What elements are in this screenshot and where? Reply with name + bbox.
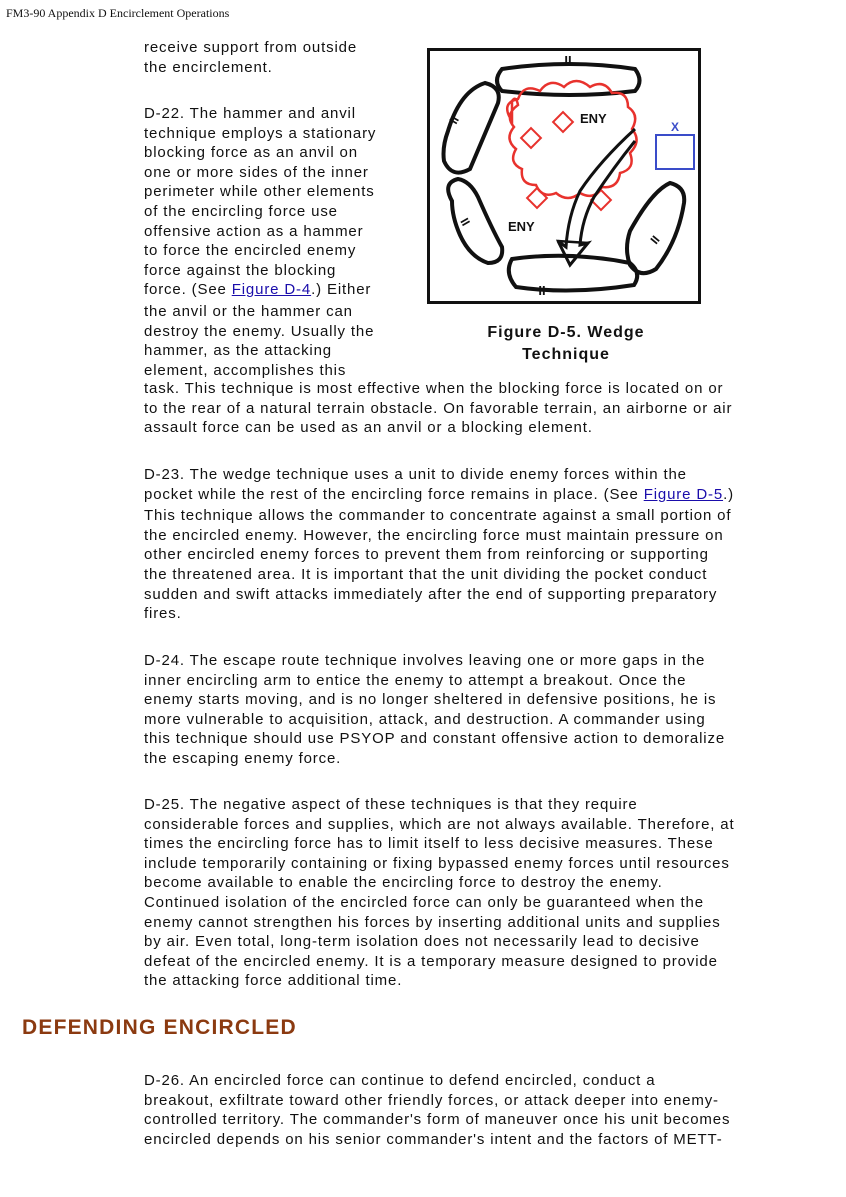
encircled-enemy-boundary <box>507 81 636 198</box>
text-line: the anvil or the hammer can <box>144 302 353 320</box>
text-line: task. This technique is most effective when the blocking force is located on or <box>144 380 724 397</box>
friendly-unit-top <box>497 64 640 95</box>
text-line: considerable forces and supplies, which are not always available. Therefore, at <box>144 815 735 833</box>
text-line: technique employs a stationary <box>144 124 377 142</box>
friendly-unit-left-lower <box>448 179 502 263</box>
running-header: FM3-90 Appendix D Encirclement Operations <box>6 6 230 20</box>
unit-echelon-left-upper: II <box>446 113 462 127</box>
text-line: D-24. The escape route technique involves leaving one or more gaps in the <box>144 652 706 669</box>
paragraph-d26 <box>144 1071 806 1149</box>
text-line: include temporarily containing or fixing bypassed enemy forces until resources <box>144 854 730 872</box>
see-suffix: .) Either <box>311 281 372 299</box>
text-line: sudden and swift attacks immediately after the end of supporting preparatory <box>144 585 718 603</box>
enemy-label-left: ENY <box>508 219 535 234</box>
paragraph-d25 <box>144 795 806 991</box>
text-line: enemy cannot strengthen his forces by inserting additional units and supplies <box>144 913 721 931</box>
text-line: destroy the enemy. Usually the <box>144 322 375 340</box>
text-line: the attacking force additional time. <box>144 972 403 990</box>
text-line: D-26. An encircled force can continue to defend encircled, conduct a <box>144 1072 656 1089</box>
see-prefix: force. (See <box>144 281 232 299</box>
text-line: hammer, as the attacking <box>144 342 332 360</box>
unit-echelon-bottom: II <box>538 283 546 298</box>
friendly-brigade-symbol <box>656 135 694 169</box>
text-line <box>144 485 806 505</box>
text-line: breakout, exfiltrate toward other friendly forces, or attack deeper into enemy- <box>144 1091 719 1109</box>
caption-line: Technique <box>522 346 610 363</box>
text-line: controlled territory. The commander's form of maneuver once his unit becomes <box>144 1111 731 1129</box>
text-line: the encirclement. <box>144 58 273 76</box>
text-line: D-22. The hammer and anvil <box>144 105 356 122</box>
text-line: D-25. The negative aspect of these techniques is that they require <box>144 796 638 813</box>
text-line: become available to enable the encircling force to destroy the enemy. <box>144 874 663 892</box>
text-line <box>144 280 406 300</box>
text-line: element, accomplishes this <box>144 361 347 379</box>
text-line: to the rear of a natural terrain obstacle. On favorable terrain, an airborne or air <box>144 399 733 417</box>
text-line: fires. <box>144 605 182 623</box>
text-line: to force the encircled enemy <box>144 242 357 260</box>
unit-echelon-right-lower: II <box>647 232 663 247</box>
section-heading: DEFENDING ENCIRCLED <box>22 1016 297 1039</box>
paragraph-d22 <box>144 104 406 380</box>
text-line: perimeter while other elements <box>144 183 375 201</box>
text-line: This technique allows the commander to concentrate against a small portion of <box>144 507 732 525</box>
enemy-unit-diamond <box>527 188 547 208</box>
text-line: one or more sides of the inner <box>144 163 369 181</box>
text-line: assault force can be used as an anvil or a blocking element. <box>144 419 593 437</box>
paragraph-d24 <box>144 651 806 769</box>
enemy-unit-diamond <box>521 128 541 148</box>
intro-paragraph <box>144 38 406 77</box>
text-line: more vulnerable to acquisition, attack, and destruction. A commander using <box>144 710 706 728</box>
figure-caption <box>455 322 677 366</box>
text-fragment: .) <box>723 485 734 503</box>
text-line: defeat of the encircled enemy. It is a temporary measure designed to provide <box>144 952 718 970</box>
text-line: blocking force as an anvil on <box>144 144 358 162</box>
unit-echelon-left-lower: II <box>457 215 473 229</box>
text-line: the encircled enemy. However, the encircling force must maintain pressure on <box>144 526 724 544</box>
friendly-unit-right-lower <box>627 183 684 273</box>
enemy-unit-diamond <box>553 112 573 132</box>
friendly-unit-left-upper <box>444 83 499 173</box>
text-line: times the encircling force has to limit itself to less decisive measures. These <box>144 835 714 853</box>
text-line: Continued isolation of the encircled force can only be guaranteed when the <box>144 893 704 911</box>
text-line: D-23. The wedge technique uses a unit to divide enemy forces within the <box>144 466 687 483</box>
text-line: offensive action as a hammer <box>144 222 364 240</box>
figure-d5-wedge-technique <box>427 48 701 304</box>
text-line: enemy starts moving, and is no longer sheltered in defensive positions, he is <box>144 691 717 709</box>
unit-echelon-top: II <box>564 53 572 68</box>
paragraph-d23 <box>144 465 806 624</box>
text-line: the escaping enemy force. <box>144 749 342 767</box>
paragraph-d22-continued <box>144 379 806 438</box>
caption-line: Figure D-5. Wedge <box>487 324 645 341</box>
text-line: of the encircling force use <box>144 202 338 220</box>
brigade-echelon-label: X <box>670 120 680 134</box>
enemy-label-top: ENY <box>580 111 607 126</box>
text-line: receive support from outside <box>144 39 358 56</box>
text-line: inner encircling arm to entice the enemy to attempt a breakout. Once the <box>144 671 687 689</box>
figure-d5-link[interactable]: Figure D-5 <box>643 485 724 503</box>
text-line: force against the blocking <box>144 261 337 279</box>
text-line: the threatened area. It is important that the unit dividing the pocket conduct <box>144 565 708 583</box>
text-line: other encircled enemy forces to prevent them from reinforcing or supporting <box>144 546 709 564</box>
text-line: by air. Even total, long-term isolation does not necessarily lead to decisive <box>144 933 700 951</box>
wedge-diagram <box>430 51 698 301</box>
text-line: encircled depends on his senior commander's intent and the factors of METT- <box>144 1130 723 1148</box>
text-fragment: pocket while the rest of the encircling force remains in place. (See <box>144 485 644 503</box>
figure-d4-link[interactable]: Figure D-4 <box>231 281 312 299</box>
text-line: this technique should use PSYOP and constant offensive action to demoralize <box>144 730 726 748</box>
